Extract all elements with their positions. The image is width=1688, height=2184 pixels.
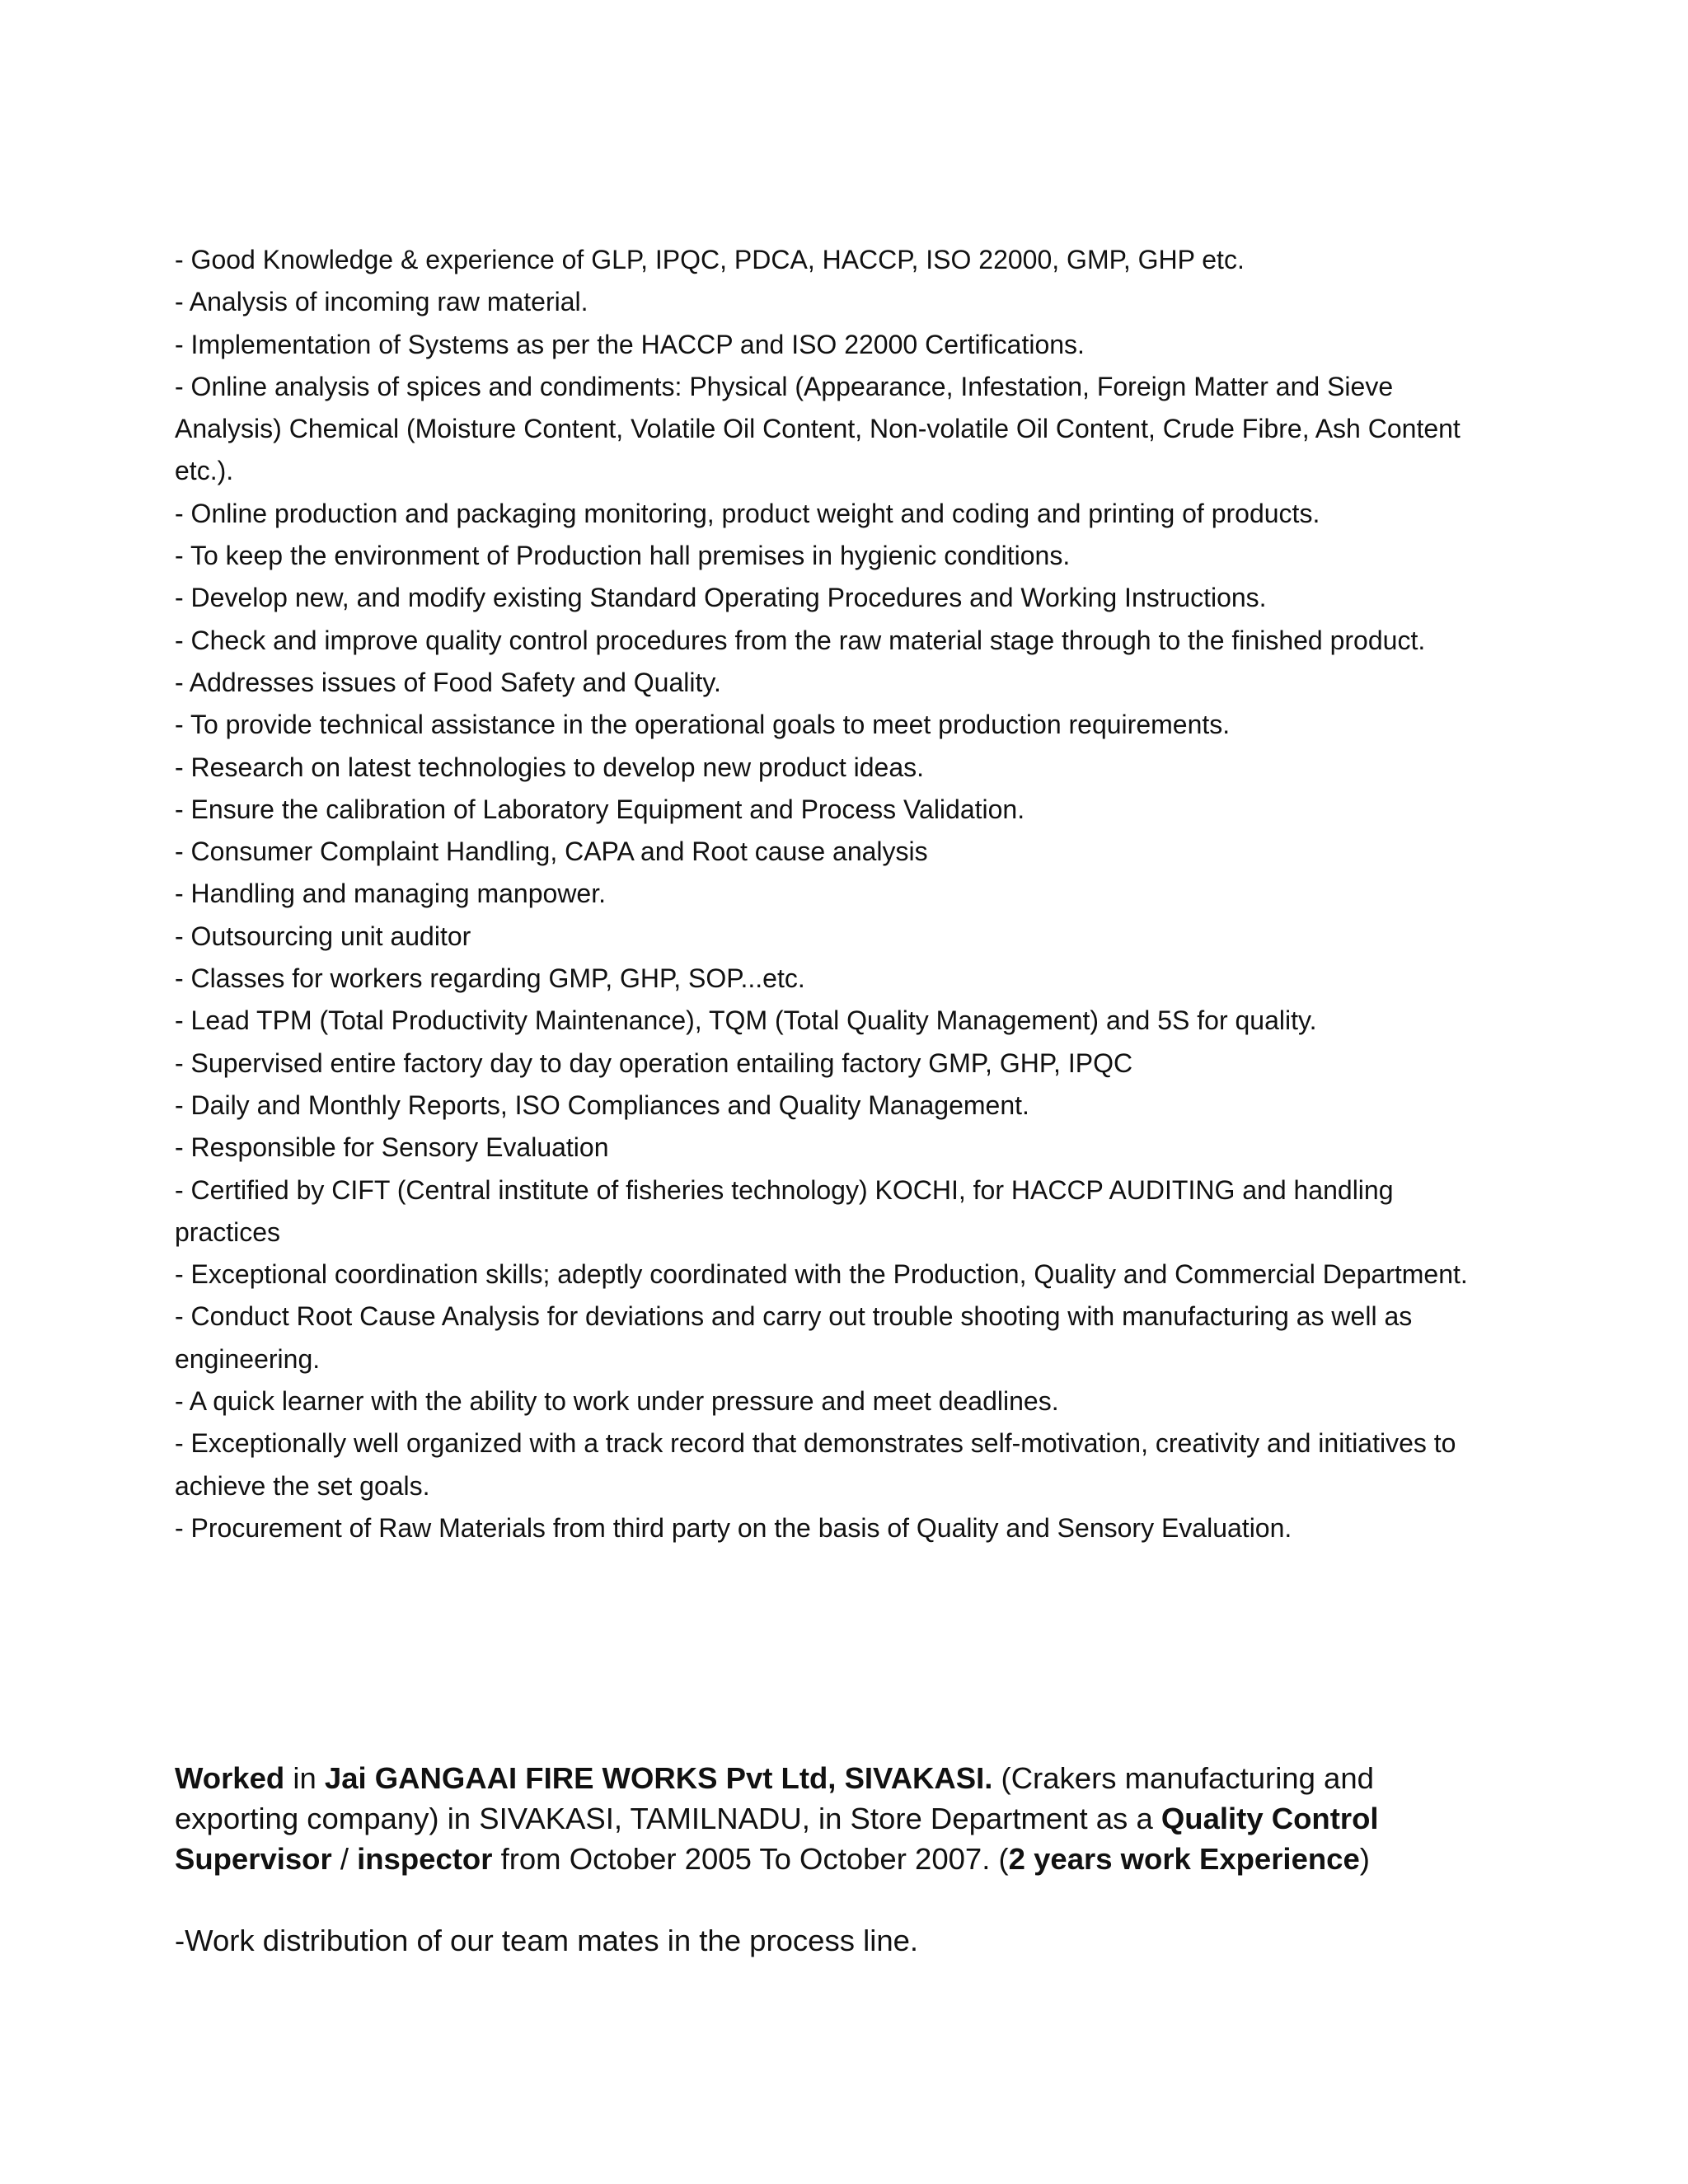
list-item: - Outsourcing unit auditor [175, 921, 471, 951]
list-item: - Ensure the calibration of Laboratory Equipment and Process Validation. [175, 794, 1025, 824]
worked-label: Worked [175, 1761, 285, 1795]
task-line: -Work distribution of our team mates in the process line. [175, 1924, 919, 1957]
list-item: - Consumer Complaint Handling, CAPA and Root cause analysis [175, 837, 928, 867]
list-item: - A quick learner with the ability to work under pressure and meet deadlines. [175, 1386, 1059, 1417]
list-item: - Exceptional coordination skills; adeptly coordinated with the Production, Quality and Commercial Department. [175, 1259, 1468, 1290]
list-item: - Implementation of Systems as per the HACCP and ISO 22000 Certifications. [175, 329, 1085, 359]
list-item: - Check and improve quality control procedures from the raw material stage through to the finished product. [175, 625, 1426, 655]
list-item: - Supervised entire factory day to day operation entailing factory GMP, GHP, IPQC [175, 1047, 1133, 1078]
list-item: - Responsible for Sensory Evaluation [175, 1132, 609, 1163]
list-item: - Develop new, and modify existing Standard Operating Procedures and Working Instructions. [175, 583, 1267, 613]
company-description: (Crakers manufacturing and exporting company) in SIVAKASI, TAMILNADU, in Store Department as a [175, 1761, 1374, 1835]
list-item: - Daily and Monthly Reports, ISO Compliances and Quality Management. [175, 1090, 1029, 1120]
employment-period: from October 2005 To October 2007. ( [492, 1842, 1009, 1876]
list-item: - Good Knowledge & experience of GLP, IPQC, PDCA, HACCP, ISO 22000, GMP, GHP etc. [175, 245, 1245, 274]
list-item: - Certified by CIFT (Central institute of fisheries technology) KOCHI, for HACCP AUDITING and handling practices [175, 1174, 1394, 1247]
role-separator: / [331, 1842, 358, 1876]
work-experience-paragraph [175, 1758, 1493, 1879]
list-item: - Research on latest technologies to develop new product ideas. [175, 752, 924, 782]
list-item: - Handling and managing manpower. [175, 879, 606, 909]
in-text: in [284, 1761, 325, 1795]
list-item: - Exceptionally well organized with a track record that demonstrates self-motivation, creativity and initiatives to achieve the set goals. [175, 1428, 1456, 1501]
list-item: - Classes for workers regarding GMP, GHP, SOP...etc. [175, 963, 805, 994]
closing-paren: ) [1359, 1842, 1370, 1876]
list-item: - Lead TPM (Total Productivity Maintenance), TQM (Total Quality Management) and 5S for quality. [175, 1005, 1317, 1036]
role-title: Quality Control Supervisor [175, 1802, 1379, 1876]
list-item: - To keep the environment of Production hall premises in hygienic conditions. [175, 541, 1071, 571]
responsibilities-list [175, 239, 1493, 1549]
experience-duration: 2 years work Experience [1008, 1842, 1360, 1876]
list-item: - Conduct Root Cause Analysis for deviations and carry out trouble shooting with manufacturing as well as engineering. [175, 1301, 1413, 1374]
list-item: - Analysis of incoming raw material. [175, 287, 588, 317]
list-item: - Procurement of Raw Materials from third party on the basis of Quality and Sensory Evaluation. [175, 1512, 1292, 1543]
role-title-secondary: inspector [357, 1842, 493, 1876]
list-item: - Online analysis of spices and condiments: Physical (Appearance, Infestation, Foreign Matter and Sieve Analysis) Chemical (Moisture Content, Volatile Oil Content, Non-volatile Oil Content, Crude Fibre, Ash Content etc.). [175, 371, 1461, 486]
list-item: - To provide technical assistance in the operational goals to meet production requirements. [175, 710, 1231, 740]
company-name: Jai GANGAAI FIRE WORKS Pvt Ltd, SIVAKASI. [324, 1761, 993, 1795]
list-item: - Addresses issues of Food Safety and Quality. [175, 667, 721, 697]
list-item: - Online production and packaging monitoring, product weight and coding and printing of products. [175, 498, 1320, 528]
